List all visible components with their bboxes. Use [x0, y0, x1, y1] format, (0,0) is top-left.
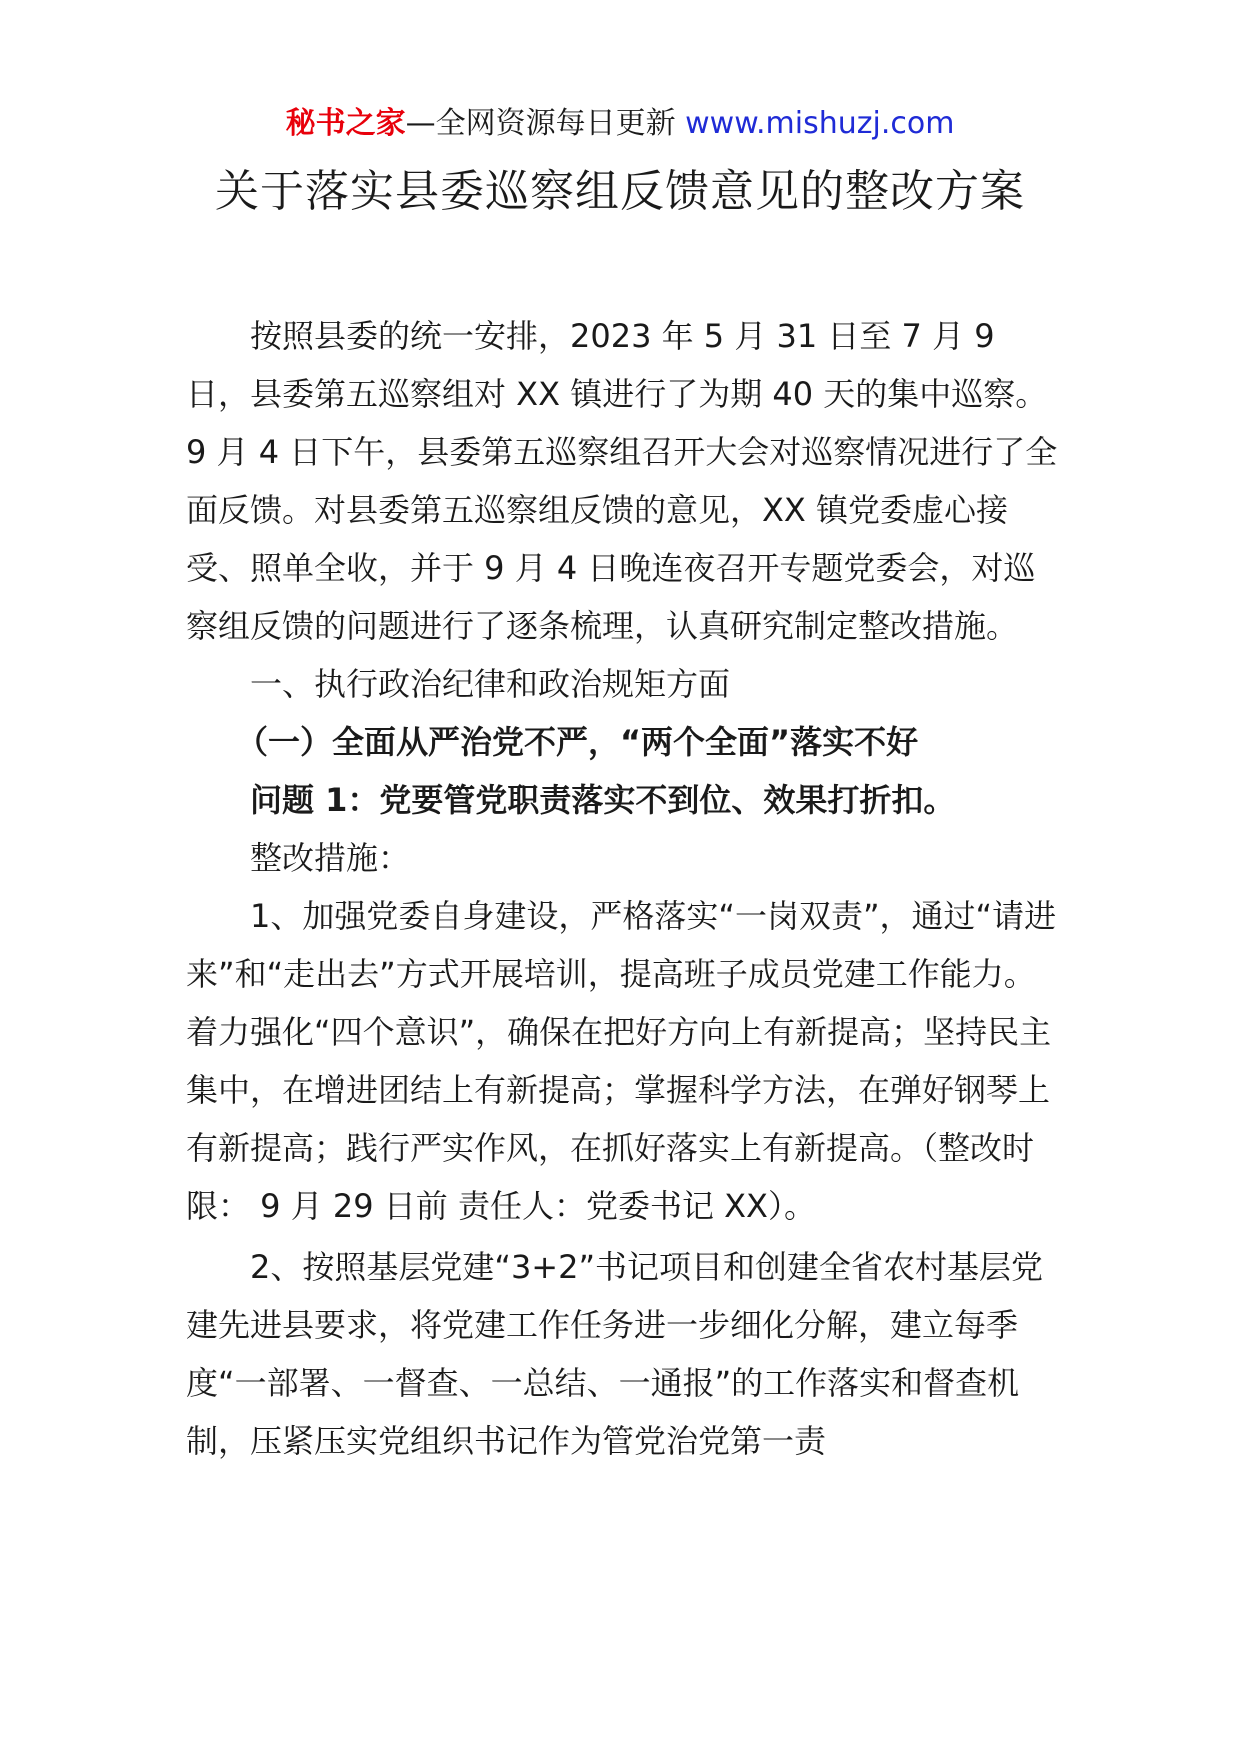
section-heading: 一、执行政治纪律和政治规矩方面	[250, 665, 731, 703]
site-banner	[0, 104, 1240, 144]
intro-paragraph: 按照县委的统一安排，2023 年 5 月 31 日至 7 月 9 日，县委第五巡察组对 XX 镇进行了为期 40 天的集中巡察。9 月 4 日下午，县委第五巡察组召开大会对巡察情况进行了全面反馈。对县委第五巡察组反馈的意见，XX 镇党委虚心接受、照单全收，并于 9 月 4 日晚连夜召开专题党委会，对巡察组反馈的问题进行了逐条梳理，认真研究制定整改措施。	[186, 317, 1058, 645]
banner-slogan: —全网资源每日更新	[405, 106, 676, 141]
document-title: 关于落实县委巡察组反馈意见的整改方案	[215, 166, 1025, 217]
measure-paragraph-2: 2、按照基层党建“3+2”书记项目和创建全省农村基层党建先进县要求，将党建工作任务进一步细化分解，建立每季度“一部署、一督查、一总结、一通报”的工作落实和督查机制，压紧压实党组织书记作为管党治党第一责	[186, 1248, 1044, 1460]
measures-label: 整改措施：	[250, 839, 411, 877]
measure-paragraph-1: 1、加强党委自身建设，严格落实“一岗双责”，通过“请进来”和“走出去”方式开展培训，提高班子成员党建工作能力。着力强化“四个意识”，确保在把好方向上有新提高；坚持民主集中，在增进团结上有新提高；掌握科学方法，在弹好钢琴上有新提高；践行严实作风，在抓好落实上有新提高。（整改时限： 9 月 29 日前 责任人：党委书记 XX）。	[186, 897, 1057, 1225]
subsection-heading: （一）全面从严治党不严，“两个全面”落实不好	[236, 723, 919, 761]
document-body	[186, 307, 1058, 1470]
brand-name: 秘书之家	[285, 106, 406, 141]
site-url-link[interactable]: www.mishuzj.com	[685, 106, 955, 141]
problem-heading: 问题 1：党要管党职责落实不到位、效果打折扣。	[250, 781, 956, 819]
